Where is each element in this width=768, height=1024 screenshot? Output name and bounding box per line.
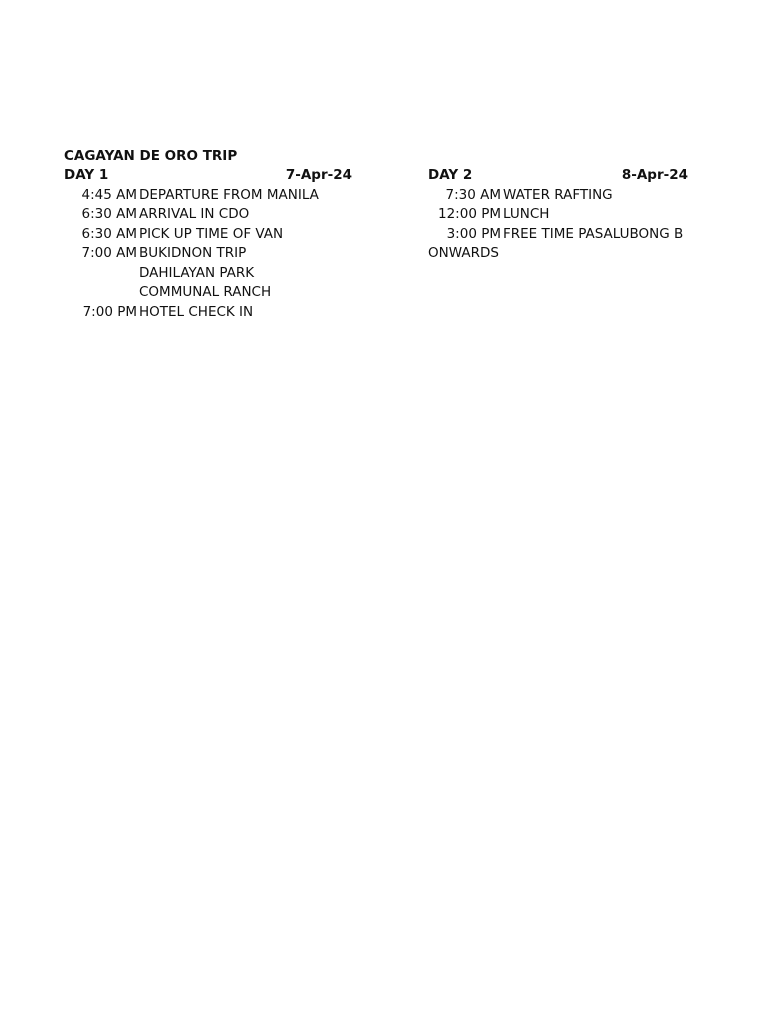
day2-schedule: [428, 167, 688, 265]
schedule-activity: DAHILAYAN PARK: [139, 264, 255, 281]
schedule-time: 6:30 AM: [81, 225, 137, 242]
schedule-activity-continuation: ONWARDS: [428, 245, 499, 261]
schedule-activity: LUNCH: [503, 206, 550, 222]
schedule-row: [64, 284, 352, 304]
schedule-activity: FREE TIME PASALUBONG B: [503, 225, 684, 242]
schedule-activity: COMMUNAL RANCH: [139, 284, 272, 300]
day2-date: 8-Apr-24: [621, 167, 688, 183]
schedule-activity: WATER RAFTING: [503, 186, 613, 203]
day1-schedule: [64, 167, 352, 323]
schedule-row: [64, 206, 352, 226]
schedule-row: [428, 187, 688, 207]
day2-header: [428, 167, 688, 187]
schedule-activity: HOTEL CHECK IN: [139, 303, 254, 320]
schedule-activity: PICK UP TIME OF VAN: [139, 225, 284, 242]
schedule-row: [428, 206, 688, 226]
schedule-time: 7:30 AM: [445, 186, 501, 203]
schedule-row: [428, 226, 688, 246]
schedule-activity: ARRIVAL IN CDO: [139, 206, 250, 222]
schedule-row: [64, 265, 352, 285]
day1-date: 7-Apr-24: [285, 167, 352, 183]
day2-label: DAY 2: [428, 167, 473, 183]
schedule-time: 6:30 AM: [81, 206, 137, 222]
schedule-row: [64, 187, 352, 207]
day1-label: DAY 1: [64, 167, 109, 183]
schedule-row-continuation: [428, 245, 688, 265]
schedule-row: [64, 245, 352, 265]
day1-header: [64, 167, 352, 187]
schedule-row: [64, 226, 352, 246]
schedule-time: 7:00 AM: [81, 245, 137, 261]
schedule-time: 4:45 AM: [81, 186, 137, 203]
schedule-activity: DEPARTURE FROM MANILA: [139, 186, 319, 203]
trip-title: CAGAYAN DE ORO TRIP: [64, 148, 238, 164]
schedule-time: 3:00 PM: [446, 225, 501, 242]
schedule-activity: BUKIDNON TRIP: [139, 245, 247, 261]
schedule-time: 7:00 PM: [82, 303, 137, 320]
schedule-time: 12:00 PM: [438, 206, 501, 222]
schedule-row: [64, 304, 352, 324]
